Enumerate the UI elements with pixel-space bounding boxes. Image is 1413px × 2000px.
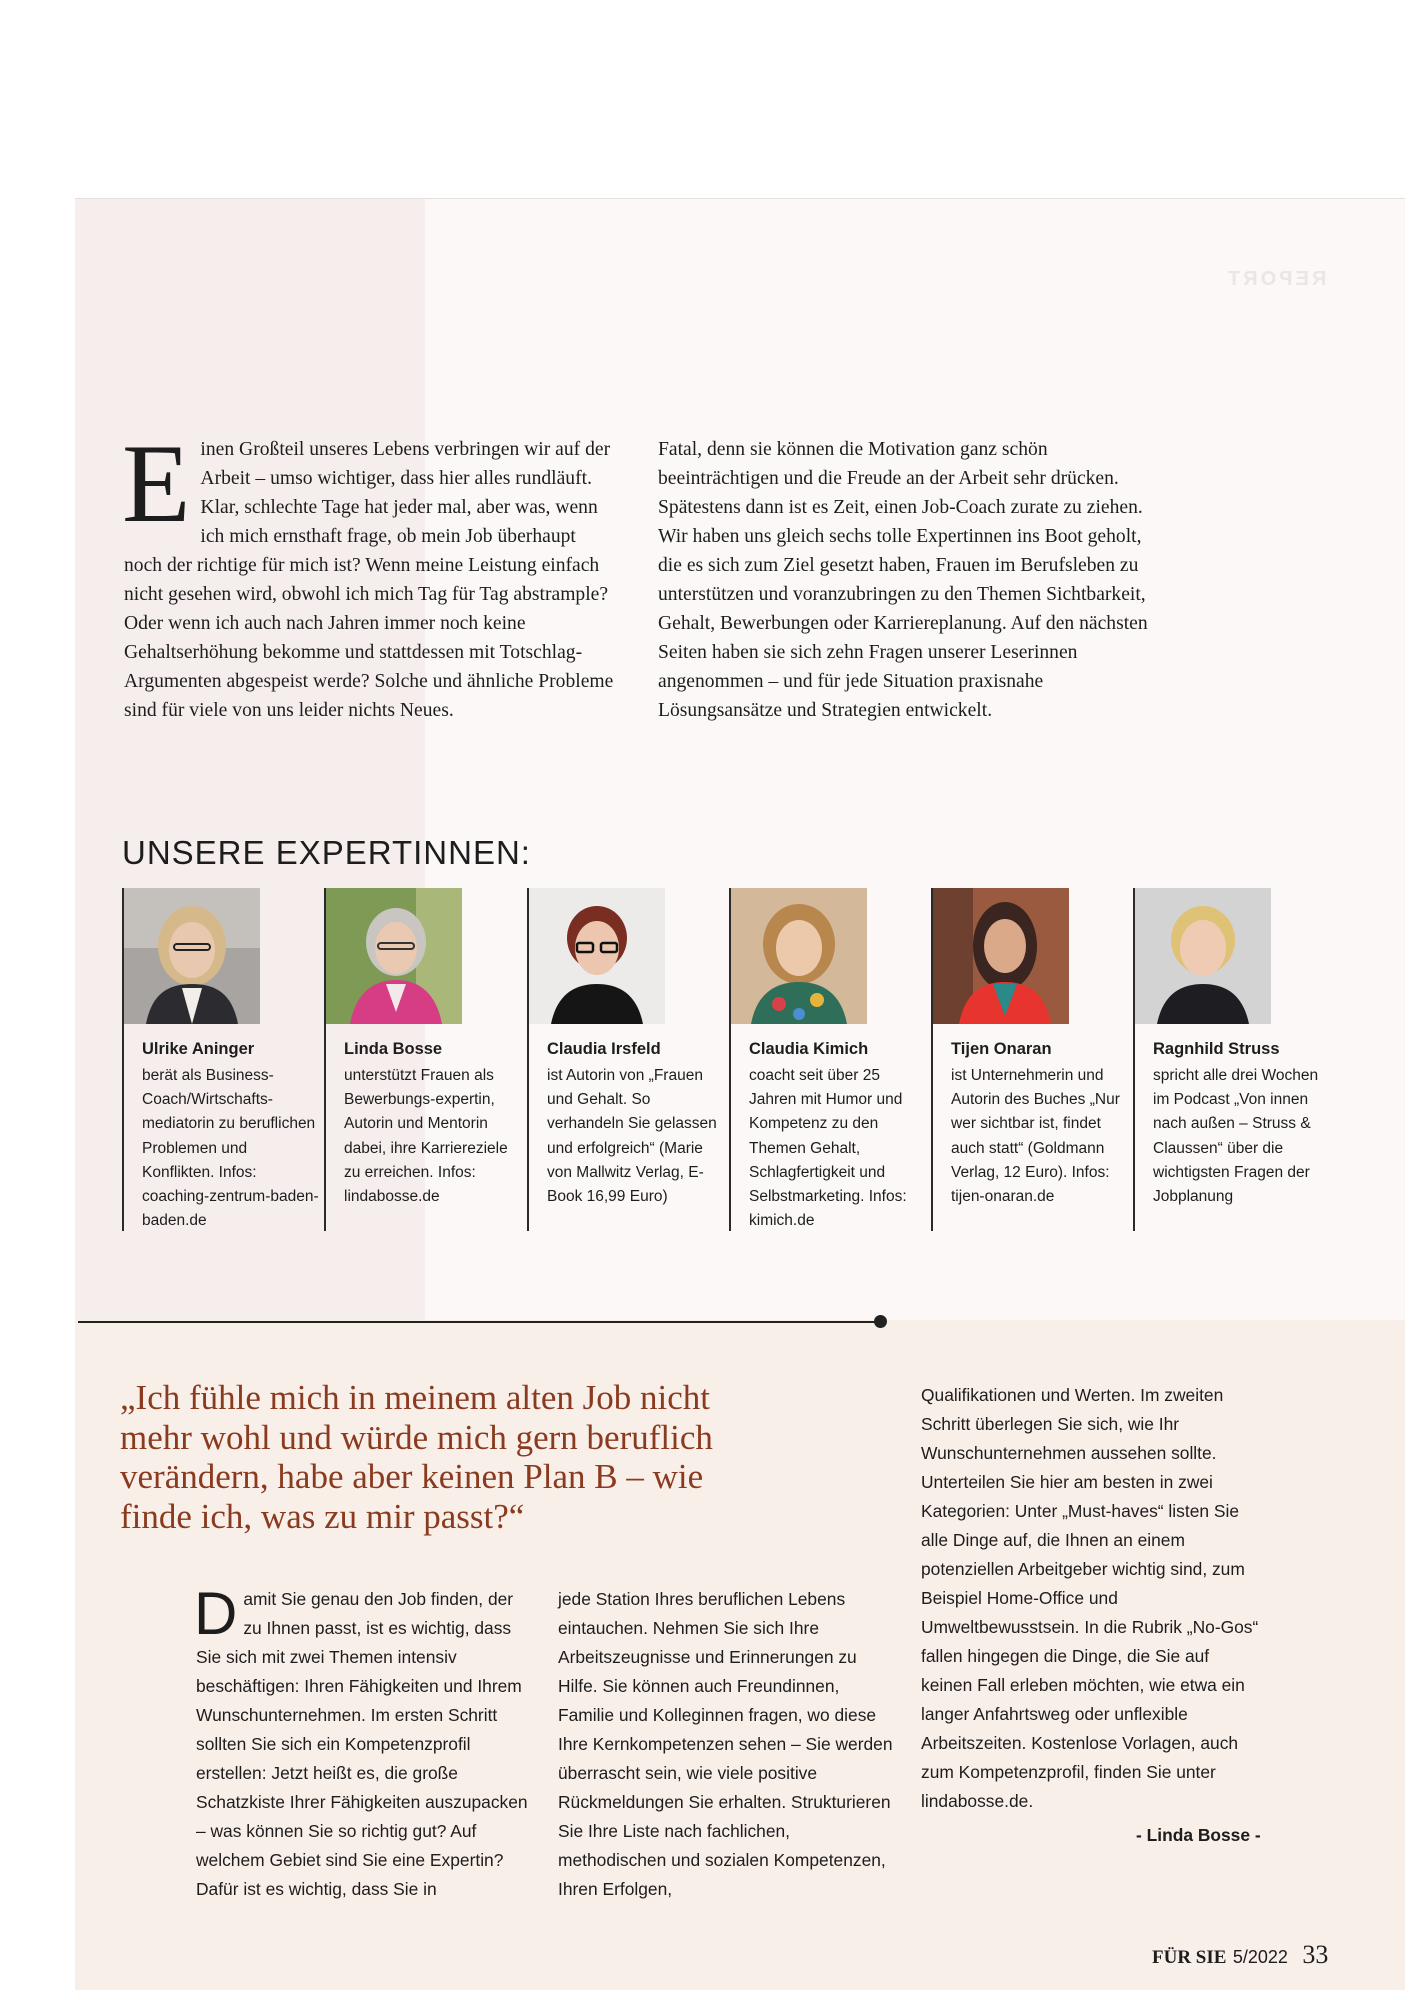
section-label: REPORT xyxy=(1225,268,1327,290)
expert-photo xyxy=(731,888,867,1024)
expert-photo xyxy=(529,888,665,1024)
expert-description: unterstützt Frauen als Bewerbungs-expertin, Autorin und Mentorin dabei, ihre Karriereziele zu erreichen. Infos: lindabosse.de xyxy=(344,1067,508,1206)
intro-left-text: inen Großteil unseres Lebens verbringen wir auf der Arbeit – umso wichtiger, dass hier alles rundläuft. Klar, schlechte Tage hat jeder mal, aber was, wenn ich mich ernsthaft frage, ob mein Job überhaupt noch der richtige für mich ist? Wenn meine Leistung einfach nicht gesehen wird, obwohl ich mich Tag für Tag abstrample? Oder wenn ich auch nach Jahren immer noch keine Gehaltserhöhung bekomme und stattdessen mit Totschlag-Argumenten abgespeist werde? Solche und ähnliche Probleme sind für viele von uns leider nichts Neues. xyxy=(124,439,614,721)
answer-column-1 xyxy=(194,1580,531,1904)
intro-right-column: Fatal, denn sie können die Motivation ganz schön beeinträchtigen und die Freude an der Arbeit sehr drücken. Spätestens dann ist es Zeit, einen Job-Coach zurate zu ziehen. Wir haben uns gleich sechs tolle Expertinnen ins Boot geholt, die es sich zum Ziel gesetzt haben, Frauen im Berufsleben zu unterstützen und voranzubringen zu den Themen Sichtbarkeit, Gehalt, Bewerbungen oder Karriereplanung. Auf den nächsten Seiten haben sie sich zehn Fragen unserer Leserinnen angenommen – und für jede Situation praxisnahe Lösungsansätze und Strategien entwickelt. xyxy=(658,439,1148,721)
expert-name: Tijen Onaran xyxy=(951,1040,1052,1058)
answer-col1-text: amit Sie genau den Job finden, der zu Ihnen passt, ist es wichtig, dass Sie sich mit zwei Themen intensiv beschäftigen: Ihren Fähigkeiten und Ihrem Wunschunternehmen. Im ersten Schritt sollten Sie sich ein Kompetenzprofil erstellen: Jetzt heißt es, die große Schatzkiste Ihrer Fähigkeiten auszupacken – was können Sie so richtig gut? Auf welchem Gebiet sind Sie eine Expertin? Dafür ist es wichtig, dass Sie in xyxy=(196,1589,528,1899)
answer-column-3: Qualifikationen und Werten. Im zweiten Schritt überlegen Sie sich, wie Ihr Wunschunternehmen aussehen sollte. Unterteilen Sie hier am besten in zwei Kategorien: Unter „Must-haves“ listen Sie alle Dinge auf, die Ihnen an einem potenziellen Arbeitgeber wichtig sind, zum Beispiel Home-Office und Umweltbewusstsein. In die Rubrik „No-Gos“ fallen hingegen die Dinge, die Sie auf keinen Fall erleben möchten, wie etwa ein langer Anfahrtsweg oder unflexible Arbeitszeiten. Kostenlose Vorlagen, auch zum Kompetenzprofil, finden Sie unter lindabosse.de. xyxy=(921,1385,1259,1811)
expert-photo xyxy=(933,888,1069,1024)
expert-description: coacht seit über 25 Jahren mit Humor und Kompetenz zu den Themen Gehalt, Schlagfertigkeit und Selbstmarketing. Infos: kimich.de xyxy=(749,1067,907,1230)
expert-name: Linda Bosse xyxy=(344,1040,443,1058)
expert-description: berät als Business-Coach/Wirtschafts-mediatorin zu beruflichen Problemen und Konflikten. Infos: coaching-zentrum-baden-baden.de xyxy=(142,1067,319,1230)
expert-photo xyxy=(326,888,462,1024)
answer-column-2: jede Station Ihres beruflichen Lebens eintauchen. Nehmen Sie sich Ihre Arbeitszeugnisse und Erinnerungen zu Hilfe. Sie können auch Freundinnen, Familie und Kolleginnen fragen, wo diese Ihre Kernkompetenzen sehen – Sie werden überrascht sein, wie viele positive Rückmeldungen Sie erhalten. Strukturieren Sie Ihre Liste nach fachlichen, methodischen und sozialen Kompetenzen, Ihren Erfolgen, xyxy=(558,1589,893,1899)
expert-name: Ulrike Aninger xyxy=(142,1040,255,1058)
intro-left-column xyxy=(122,422,616,725)
section-separator xyxy=(78,1321,880,1323)
expert-name: Claudia Irsfeld xyxy=(547,1040,661,1058)
page-number: 33 xyxy=(1302,1940,1329,1969)
expert-description: ist Autorin von „Frauen und Gehalt. So verhandeln Sie gelassen und erfolgreich“ (Marie von Mallwitz Verlag, E-Book 16,99 Euro) xyxy=(547,1067,717,1206)
page-footer xyxy=(1152,1940,1328,1970)
expert-name: Ragnhild Struss xyxy=(1153,1040,1280,1058)
expert-description: spricht alle drei Wochen im Podcast „Von innen nach außen – Struss & Claussen“ über die wichtigsten Fragen der Jobplanung xyxy=(1153,1067,1319,1206)
page-edge-line xyxy=(75,198,1405,199)
author-signature: - Linda Bosse - xyxy=(1136,1825,1261,1845)
expert-description: ist Unternehmerin und Autorin des Buches „Nur wer sichtbar ist, findet auch statt“ (Goldmann Verlag, 12 Euro). Infos: tijen-onaran.de xyxy=(951,1067,1120,1206)
answer-dropcap: D xyxy=(194,1580,238,1647)
separator-dot xyxy=(874,1315,887,1328)
issue-number: 5/2022 xyxy=(1232,1947,1288,1967)
expert-name: Claudia Kimich xyxy=(749,1040,869,1058)
expert-photo xyxy=(124,888,260,1024)
experts-title: UNSERE EXPERTINNEN: xyxy=(122,834,531,871)
expert-photo xyxy=(1135,888,1271,1024)
intro-dropcap: E xyxy=(122,422,191,546)
magazine-name: FÜR SIE xyxy=(1152,1947,1227,1968)
reader-question: „Ich fühle mich in meinem alten Job nicht mehr wohl und würde mich gern beruflich verändern, habe aber keinen Plan B – wie finde ich, was zu mir passt?“ xyxy=(120,1378,713,1536)
